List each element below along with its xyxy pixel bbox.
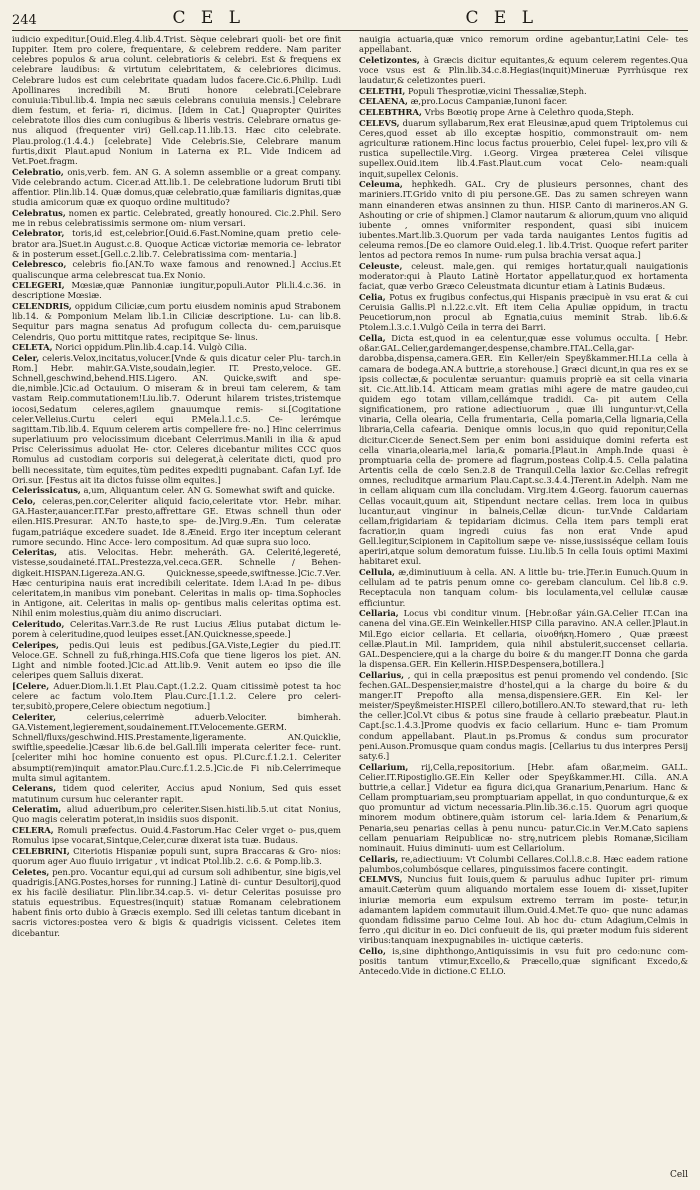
entry-term: Celer, <box>12 352 40 363</box>
dictionary-entry <box>12 846 341 866</box>
dictionary-entry <box>12 783 341 803</box>
entry-text: iudicio expeditur.[Ouid.Eleg.4.lib.4.Trist. Sèque celebrari quoli- bet ore finit Iuppiter. Item pro colere, frequentare, & celebrem reddere. Nam pariter celebres populos & arua colunt. celebratioris & celebri. Est & frequens ex celebrare laudibus: & virtutum celebritatem, & celebriores dicimus. Celebrare ludos est cum celebritate quadam ludos facere.Cic.6.Philip. Ludi Apollinares incredibili M. Bruti honore celebrati.[Celebrare conuiuia:Tibul.lib.4. Impia nec sæuis celebrans conuiuia mensis.] Celebrare diem festum, et feria- ri, dicimus. [Idem in Cat.] Quapropter Quirites celebratote illos dies cum coniugibus & liberis vestris. Celebrare ornatus ge- nus aliquod (frequenter viri) Gell.cap.11.lib.13. Hæc cito celebrate. Plau.prolog.(1.4.4.) [celebrate] Vide Celebris.Sie, Celebrare manum furtis,dixit Plaut.apud Nonium in Laterna ex P.L. Vide Indicem ad Vet.Poet.fragm. <box>12 34 341 166</box>
entry-text: celerius,celerrimè aduerb.Velociter. bimherah. GA.Vistement,legierement,soudainement.IT.Velocemente.GERM. Schnell/fluxs/geschwind.HIS.Prestamente,ligeramente. AN.Quicklie, swiftlie,speedelie.]Cæsar lib.6.de bel.Gall.Illi imperata celeriter fece- runt.[celeriter mihi hoc homine conuento est opus. Pl.Curc.f.1.2.1. Celeriter absumpti(rem)inquit amator.Plau.Curc.f.1.2.5.]Cic.de Fi nib.Celerrimeque multa simul agitantem. <box>12 711 341 783</box>
entry-term: Celebresco, <box>12 259 67 270</box>
dictionary-entry <box>12 867 341 938</box>
entry-term: Celeripes, <box>12 639 59 650</box>
dictionary-entry <box>359 34 688 54</box>
entry-text: hephkedh. GAL. Cry de plusieurs personnes, chant des mariniers.IT.Grido vnito di piu persone.GE. Das zu samen schreyen wann mann einanderen etwas ansinnen zu thun. HISP. Canto di marineros.AN G. Ashouting or crie of shipmen.] Clamor nautarum & aliorum,quum vno aliquid iubente , omnes vniformiter respondent, quasi sibi inuicem iubentes.Mart.lib.3.Quorum per vada tarda nauigantes Lentos fugitis ad celeuma remos.[De eo clamore Ouid.eleg.1. lib.4.Trist. Quoque refert pariter lentos ad pectora remos In nume- rum pulsa brachia versat aqua.] <box>359 179 688 261</box>
entry-term: Celetes, <box>12 866 50 877</box>
dictionary-entry <box>359 567 688 608</box>
entry-term: Cellarium, <box>359 761 409 772</box>
entry-term: CELEVS, <box>359 117 400 128</box>
dictionary-entry <box>12 496 341 547</box>
entry-term: Cellarius, <box>359 669 405 680</box>
dictionary-entry <box>359 179 688 260</box>
right-column <box>359 34 688 1178</box>
dictionary-entry <box>359 261 688 291</box>
entry-term: Cellaris, <box>359 853 399 864</box>
entry-text: is,sine diphthongo,Antiquissimis in vsu fuit pro cedo:nunc com- positis tantum vtimur,Excello,& Præcello,quæ significant Excedo,& Antecedo.Vide in dictione.C ELLO. <box>359 945 688 977</box>
text-columns <box>12 34 688 1178</box>
dictionary-entry <box>12 167 341 208</box>
dictionary-entry <box>359 55 688 85</box>
entry-term: [Celere, <box>12 680 50 691</box>
entry-term: Cellula, <box>359 567 395 578</box>
dictionary-entry <box>12 825 341 845</box>
dictionary-entry <box>359 854 688 874</box>
entry-term: CELERA, <box>12 825 54 836</box>
entry-term: CELENDRIS, <box>12 301 72 312</box>
entry-text: à Græcis dicitur equitantes,& equum celerem regentes.Qua voce vsus est & Plin.lib.34.c.8.Hegias(inquit)Mineruæ Pyrrhúsque rex laudatur,& celetizontes pueri. <box>359 54 688 86</box>
dictionary-entry <box>359 874 688 945</box>
entry-text: Locus vbi conditur vinum. [Hebr.oßar yáin.GA.Celier IT.Can ina canena del vina.GE.Ein Weinkeller.HISP Cilla paravino. AN.A celler.]Plaut.in Mil.Ego eicior cellaria. Et cellaria, οἰνοθήκη.Homero , Quæ præest cellæ.Plaut.in Mil. Iampridem, quia nihil abstulerit,succenset cellaria. GAL.Despenciere,qui a la charge du boire & du manger.IT Donna che garda la dispensa.GER. Ein Kellerin.HISP.Despensera,botillera.] <box>359 608 688 670</box>
entry-term: Cello, <box>359 945 386 956</box>
dictionary-entry <box>12 619 341 639</box>
entry-term: CELAENA, <box>359 96 408 107</box>
entry-term: Celeratim, <box>12 804 62 815</box>
dictionary-entry <box>359 946 688 976</box>
entry-text: Aduer.Diom.li.1.Et Plau.Capt.(1.2.2. Quam citissimè potest ta hoc celere ac factum volo.Item Plau.Curc.[1.1.2. Celere pro celeri- ter,subitò,propere,Celere obiectum negotium.] <box>12 680 341 712</box>
entry-text: nauigia actuaria,quæ vnico remorum ordine agebantur,Latini Cele- tes appellabant. <box>359 34 688 55</box>
dictionary-entry <box>359 107 688 117</box>
entry-term: Celeriter, <box>12 711 57 722</box>
page-number: 244 <box>12 13 37 28</box>
entry-text: Celeritas.Varr.3.de Re rust Lucius Ælius putabat dictum le- porem à celeritudine,quod leuipes esset.[AN.Quicknesse,speede.] <box>12 618 341 640</box>
dictionary-entry <box>359 333 688 567</box>
entry-term: CELETHI, <box>359 85 406 96</box>
entry-text: oppidum Ciliciæ,cum portu eiusdem nominis apud Strabonem lib.14. & Pomponium Melam lib.1.in Ciliciæ descriptione. Lu- can lib.8. Sequitur pars magna senatus Ad profugum collecta du- cem,paruisque Celendris, Quo portu mittitque rates, recipitque Se- linus. <box>12 301 341 342</box>
entry-text: atis. Velocitas. Hebr. meheráth. GA. Celerité,legereté, vistesse,soudaineté.ITAL.Prestezza,vel.ceca.GER. Schnelle / Behen- digkeit.HISPAN.Ligereza.AN.G. Quicknesse,speede,swiftnesse.]Cic.7.Ver. Hæc centuripina nauis erat incredibili celeritate. Idem l.A:ad In pe- dibus celeritatem,in manibus vim ponebant. Celeritas in malis op- tima.Sophocles in Antigone, ait. Celeritas in malis op- gentibus malis celeritas optima est. Nihil enim molestius,quàm diu animo discruciari. <box>12 547 341 619</box>
dictionary-entry <box>12 280 341 300</box>
entry-text: celebris fio.[AN.To waxe famous and renowned.] Accius.Et qualiscunque arma celebrescat tua.Ex Nonio. <box>12 259 341 280</box>
page-header <box>12 8 688 31</box>
entry-text: Romuli præfectus. Ouid.4.Fastorum.Hac Celer vrget o- pus,quem Romulus ipse vocarat,Sintque,Celer,curæ dixerat ista tuæ. Budaus. <box>12 825 341 846</box>
entry-term: Celebratio, <box>12 166 64 177</box>
dictionary-entry <box>359 96 688 106</box>
dictionary-entry <box>359 118 688 179</box>
entry-text: toris,id est,celebrior.[Ouid.6.Fast.Nomine,quam pretio cele- brator ara.]Suet.in August.c.8. Quoque Acticæ victoriæ memoria ce- lebrator & in posterum esset.[Gell.c.2.lib.7. Celebratissima com- mentaria.] <box>12 228 341 259</box>
dictionary-entry <box>12 301 341 342</box>
entry-term: Celeuma, <box>359 179 403 190</box>
dictionary-entry <box>12 342 341 352</box>
dictionary-entry <box>359 670 688 761</box>
dictionary-entry <box>359 762 688 853</box>
dictionary-entry <box>12 353 341 485</box>
entry-text: Dicta est,quod in ea celentur,quæ esse volumus occulta. [ Hebr. oßar.GAL.Celier,gardemanger,despense,chambre.ITAL.Cella,gar- darobba,dispensa,camera.GER. Ein Keller/ein Speyßkammer.HI.La cella à camara de bodega.AN.A buttrie,a storehouse.] Græci dicunt,in qua res ex se ipsis collectæ,& poculentæ seruantur: quamuis propriè ea sit cella vinaria sit. Cic.Att.lib.14. Atticam meam gratias mihi agere de matre gaudeo,cui quidem ego totam villam,cellámque tradidi. Ca- pit autem Cella significationem, pro ratione adiectiuorum , quæ illi iunguntur:vt,Cella vinaria, Cella olearia, Cella frumentaria, Cella pomaria,Cella lignaria,Cella libraria,Cella cafearia. Denique omnis locus,in quo quid reponitur,Cella dicitur.Cicer.de Senect.Sem per enim boni assiduique domini referta est cella vinaria,olearia,mel laria,& pomaria.[Plaut.in Amph.Inde quasi è promptuaria cella de- promere ad flagrum,posteas Colip.4.5. Cella palatina Artentis cella de cœlo Sen.2.8 de Tranquil.Cella laxior &c.Cellas refregit omnes, recluditque armarium Plau.Capt.sc.3.4.4.]Terent.in Adelph. Nam me in cellam aliquam cum illa concludam. Virg.item 4.Georg. fauorum cauernas Cellas vocauit,quum ait, Stipendunt nectare cellas. Irem loca in quibus lucantur,aut vinginur in balneis,Cellæ dicun- tur.Vnde Caldariam cellam,frigidariam & tepidariam dicimus. Cella item pars templi erat facratior,in quam ingredi cuius fas non erat Vnde apud Gell.legitur,Scipionem in Capitolium sæpe ve- nisse,iussisséque cellam Iouis aperiri,atque solum demoratum fuisse. Liu.lib.5 In cella Iouis optimi Maximi habitaret exul. <box>359 333 688 567</box>
entry-text: tidem quod celeriter, Accius apud Nonium, Sed quis esset matutinum cursum huc celeranter rapit. <box>12 783 341 804</box>
running-head-left: C E L <box>172 8 245 28</box>
entry-text: nomen ex partic. Celebrated, greatly honoured. Cic.2.Phil. Sero me in rebus celebratissimis sermone om- nium versari. <box>12 207 341 228</box>
entry-text: æ,pro.Locus Campaniæ,Iunoni facer. <box>410 96 568 107</box>
entry-text: Norici oppidum.Plin.lib.4.cap.14. Vulgò Cilia. <box>55 342 247 353</box>
entry-term: Cellaria, <box>359 608 399 619</box>
entry-text: celeras,pen.cor,Celeriter aliquid facio,celeritate vtor. Hebr. mihar. GA.Haster,auancer.IT.Far presto,affrettare GE. Etwas schnell thun oder eilen.HIS.Presurar. AN.To haste,to spe- de.]Virg.9.Æn. Tum celeratæ fugam,patriáque excedere suadet. Ide 8.Æneid. Ergo iter inceptum celerant rumore secundo. Hinc Acce- lero compositum. Ad quæ supra suo loco. <box>12 496 341 547</box>
entry-text: a,um, Aliquantum celer. AN G. Somewhat swift and quicke. <box>83 485 335 496</box>
entry-term: Celebrator, <box>12 228 65 239</box>
entry-term: CELEGERI, <box>12 280 65 291</box>
running-head-right: C E L <box>465 8 538 28</box>
entry-term: Celetizontes, <box>359 54 420 65</box>
entry-text: æ,diminutiuum à cella. AN. A little bu- trie.]Ter.in Eunuch.Quum in cellulam ad te patris penum omne co- gerebam clanculum. Cel lib.8 c.9. Receptacula non tanquam colum- bis loculamenta,vel cellulæ causæ efficiuntur. <box>359 567 688 608</box>
entry-term: CELMVS, <box>359 874 403 885</box>
dictionary-entry <box>12 259 341 279</box>
entry-term: Celerans, <box>12 783 57 794</box>
entry-text: Potus ex frugibus confectus,qui Hispanis præcipuè in vsu erat & cui Ceruisia Gallis.Pl n.l.22.c.vlt. Eft item Celia Apuliæ oppidum, in tractu Peucetiorum,non procul ab Egnatia,cuius meminit Strab. lib.6.& Ptolem.l.3.c.1.Vulgò Ceila in terra dei Barri. <box>359 291 688 333</box>
entry-text: , qui in cella præpositus est penui promendo vel condendo. [Sic fechen.GAL.Despensier,maistre d'hostel,qui a la charge du boire & du manger.IT Prepofto alla mensa,dispensiere.GER. Ein Kel- ler meister/Speyßmeister.HISP.El cillero,botillero.AN.To steward,that ru- leth the celler.]Col.Vt cibus & potus sine fraude à cellario præbeatur. Plaut.in Capt.[sc.1.4.3.]Prome quodvis ex facio cellarium. Hunc e- tiam Promum condum appellabant. Plaut.in ps.Promus & condus sum procurator peni.Auson.Promusque quam condus magis. [Cellarius tu dus interpres Persij saty.6.] <box>359 669 688 761</box>
entry-term: Cella, <box>359 333 386 344</box>
dictionary-entry <box>12 208 341 228</box>
entry-text: re,adiectiuum: Vt Columbi Cellares.Col.l.8.c.8. Hæc eadem ratione palumbos,columbósque cellares, pinguissimos facere contingit. <box>359 853 688 874</box>
dictionary-entry <box>12 547 341 618</box>
dictionary-entry <box>359 86 688 96</box>
entry-text: onis,verb. fem. AN G. A solemn assemblie or a great company. Vide celebrando actum. Cicer.ad Att.lib.1. De celebratione ludorum Bruti tibi affentior. Plin.lib.14. Quæ domus,quæ celebratio,quæ familiaris dignitas,quæ studia amicorum quæ ex quoquo ordine multitudo? <box>12 166 341 207</box>
entry-text: rij,Cella,repositorium. [Hebr. afam oßar,meim. GALL. Celier.IT.Ripostiglio.GE.Ein Keller oder Speyßkammer.HI. Cilla. AN.A buttrie,a cellar.] Videtur ea figura dici,qua Granarium,Penarium. Hanc & Cellam promptuariam,seu promptuariam appellat, in quo condunturque,& ex quo promuntur ad victum necessaria.Plin.lib.36.c.15. Quorum agri quoque minorem modum obtinere,quàm istorum cel- laria.Idem & Penarium,& Penaria,seu penarias cellas à penu nuncu- patur.Cic.in Ver.M.Cato sapiens cellam penuariam Reipublicæ no- strę,nutricem plebis Romanæ,Siciliam nominauit. Huius diminuti- uum est Cellariolum. <box>359 761 688 853</box>
entry-text: duarum syllabarum,Rex erat Eleusinæ,apud quem Triptolemus cui Ceres,quod esset ab illo exceptæ hospitio, commonstrauit om- nem agriculturæ rationem.Hinc locus factus prouerbio, Celei fupel- lex,pro vili & rustica supellectile.Virg. i.Georg. Virgea præterea Celei vilisque supellex.Ouid.item lib.4.Fast.Plaut.cum vocat Celo- neam:quali inquit,supellex Celonis. <box>359 117 688 179</box>
entry-term: CELETA, <box>12 342 53 353</box>
left-column <box>12 34 341 1178</box>
entry-text: aliud adueribum,pro celeriter.Sisen.histi.lib.5.ut citat Nonius, Quo magis celeratim poterat,in insidiis suos disponit. <box>12 804 341 825</box>
dictionary-entry <box>12 228 341 258</box>
entry-term: Celeritudo, <box>12 618 65 629</box>
dictionary-entry <box>12 485 341 495</box>
entry-text: Populi Thesprotiæ,vicini Thessaliæ,Steph. <box>407 85 587 96</box>
dictionary-entry <box>359 292 688 333</box>
dictionary-entry <box>12 34 341 166</box>
entry-term: Celerissicatus, <box>12 485 81 496</box>
entry-term: Celebratus, <box>12 207 66 218</box>
entry-text: celeris.Velox,incitatus,volucer.[Vnde & quis dicatur celer Plu- tarch.in Rom.] Hebr. mahir.GA.Viste,soudain,legier. IT. Presto,veloce. GE. Schnell,geschwind,behend.HIS.Ligero. AN. Quicke,swift and spe- die,nimble.]Cic.ad Octauium. O miseram & in breui tam celerem, & tam vastam Reip.commutationem!Liu.lib.7. Oderunt hilarem tristes,tristemque iocosi,Sedatum celeres,agilem gnauumque remis- si.[Cogitatione celer.Velleius.Curtu celeri equi P.Mela.l.1.c.5. Ce- lerémque sagittam.Tib.lib.4. Equum celerem artis compellere fre- no.] Hinc celerrimus superlatiuum pro velocissimum dicebant Celerrimus.Manili in ilia & apud Prisc Celerissimus aduolat He- ctor. Celeres dicebantur milites CCC quos Romulus ad custodiam corporis sui delegerat,à celeritate dicti, quod pro belli necessitate, tùm equites,tùm pedites expediti pugnabant. Cafan Lyf. Ide Ori.sur. [Festus ait ita dictos fuisse olim equites.] <box>12 352 341 485</box>
dictionary-entry <box>359 608 688 669</box>
dictionary-entry <box>12 640 341 681</box>
entry-term: CELEBTHRA, <box>359 107 422 118</box>
entry-text: celeust. male,gen. qui remiges hortatur,quali nauigationis moderator:qui à Plauto Latinè Hortator appellatur,quod ex hortamenta faciat, quæ verbo Græco Celeustmata dicuntur etiam à Latinis Budæus. <box>359 260 688 292</box>
entry-text: pedis.Qui leuis est pedibus.[GA.Viste,Legier du pied.IT. Veloce.GE. Schnell zu fuß,rhinga.HIS.Cofa que tiene ligeros los piet. AN. Light and nimble footed.]Cic.ad Att.lib.9. Venit autem eo ipso die ille celeripes quem Salluis dixerat. <box>12 639 341 681</box>
entry-text: Nuncius fuit Iouis,quem & paruulus adhuc Iupiter pri- rimum amauit.Cæterùm quum aliquando mortalem esse Iouem di- xisset,Iupiter iniuriæ memoria eum expulsum extremo terram im poste- tetur,in adamantem lapidem commutauit illum.Ouid.4.Met.Te quo- que nunc adamas quondam fidissime paruo Celme Ioui. Ab hoc du- ctum Adagium,Celmis in ferro ,qui dicitur in eo. Dici confueuit de iis, qui præter modum fuis siderent viribus:tanquam inexpugnabiles in- uictique cæteris. <box>359 874 688 946</box>
entry-text: Vrbs Bœotię prope Arne à Celethro quoda,Steph. <box>424 107 634 118</box>
entry-term: Celo, <box>12 496 36 507</box>
dictionary-entry <box>12 804 341 824</box>
dictionary-entry <box>12 681 341 711</box>
entry-term: Celia, <box>359 291 386 302</box>
entry-term: Celeuste, <box>359 260 403 271</box>
entry-text: Citeriotis Hispaniæ populi sunt, supra Braccaras & Gro- nios: quorum ager Auo fluuio irrigatur , vt indicat Ptol.lib.2. c.6. & Pomp.lib.3. <box>12 845 341 866</box>
entry-term: Celeritas, <box>12 547 58 558</box>
entry-text: pen.pro. Vocantur equi,qui ad cursum soli adhibentur, sine bigis,vel quadrigis.[ANG.Postes,horses for running.] Latinè di- cuntur Desultorij,quod ex his facilè desiliatur. Plin.libr.34.cap.5. vi- detur Celeritas posuisse pro statuis equestribus. Equestres(inquit) statuæ Romanam celebrationem habent finis orto dubio à Græcis exemplo. Sed illi celetas tantum dicebant in sacris victores:postea vero & bigis & quadrigis vicissent. Celetes item dicebantur. <box>12 866 341 938</box>
entry-term: CELEBRINI, <box>12 845 70 856</box>
dictionary-entry <box>12 712 341 783</box>
entry-text: Mœsiæ,quæ Pannoniæ iungitur,populi.Autor Pli.li.4.c.36. in descriptione Mœsiæ. <box>12 280 341 301</box>
catchword: Cell <box>670 1170 688 1180</box>
